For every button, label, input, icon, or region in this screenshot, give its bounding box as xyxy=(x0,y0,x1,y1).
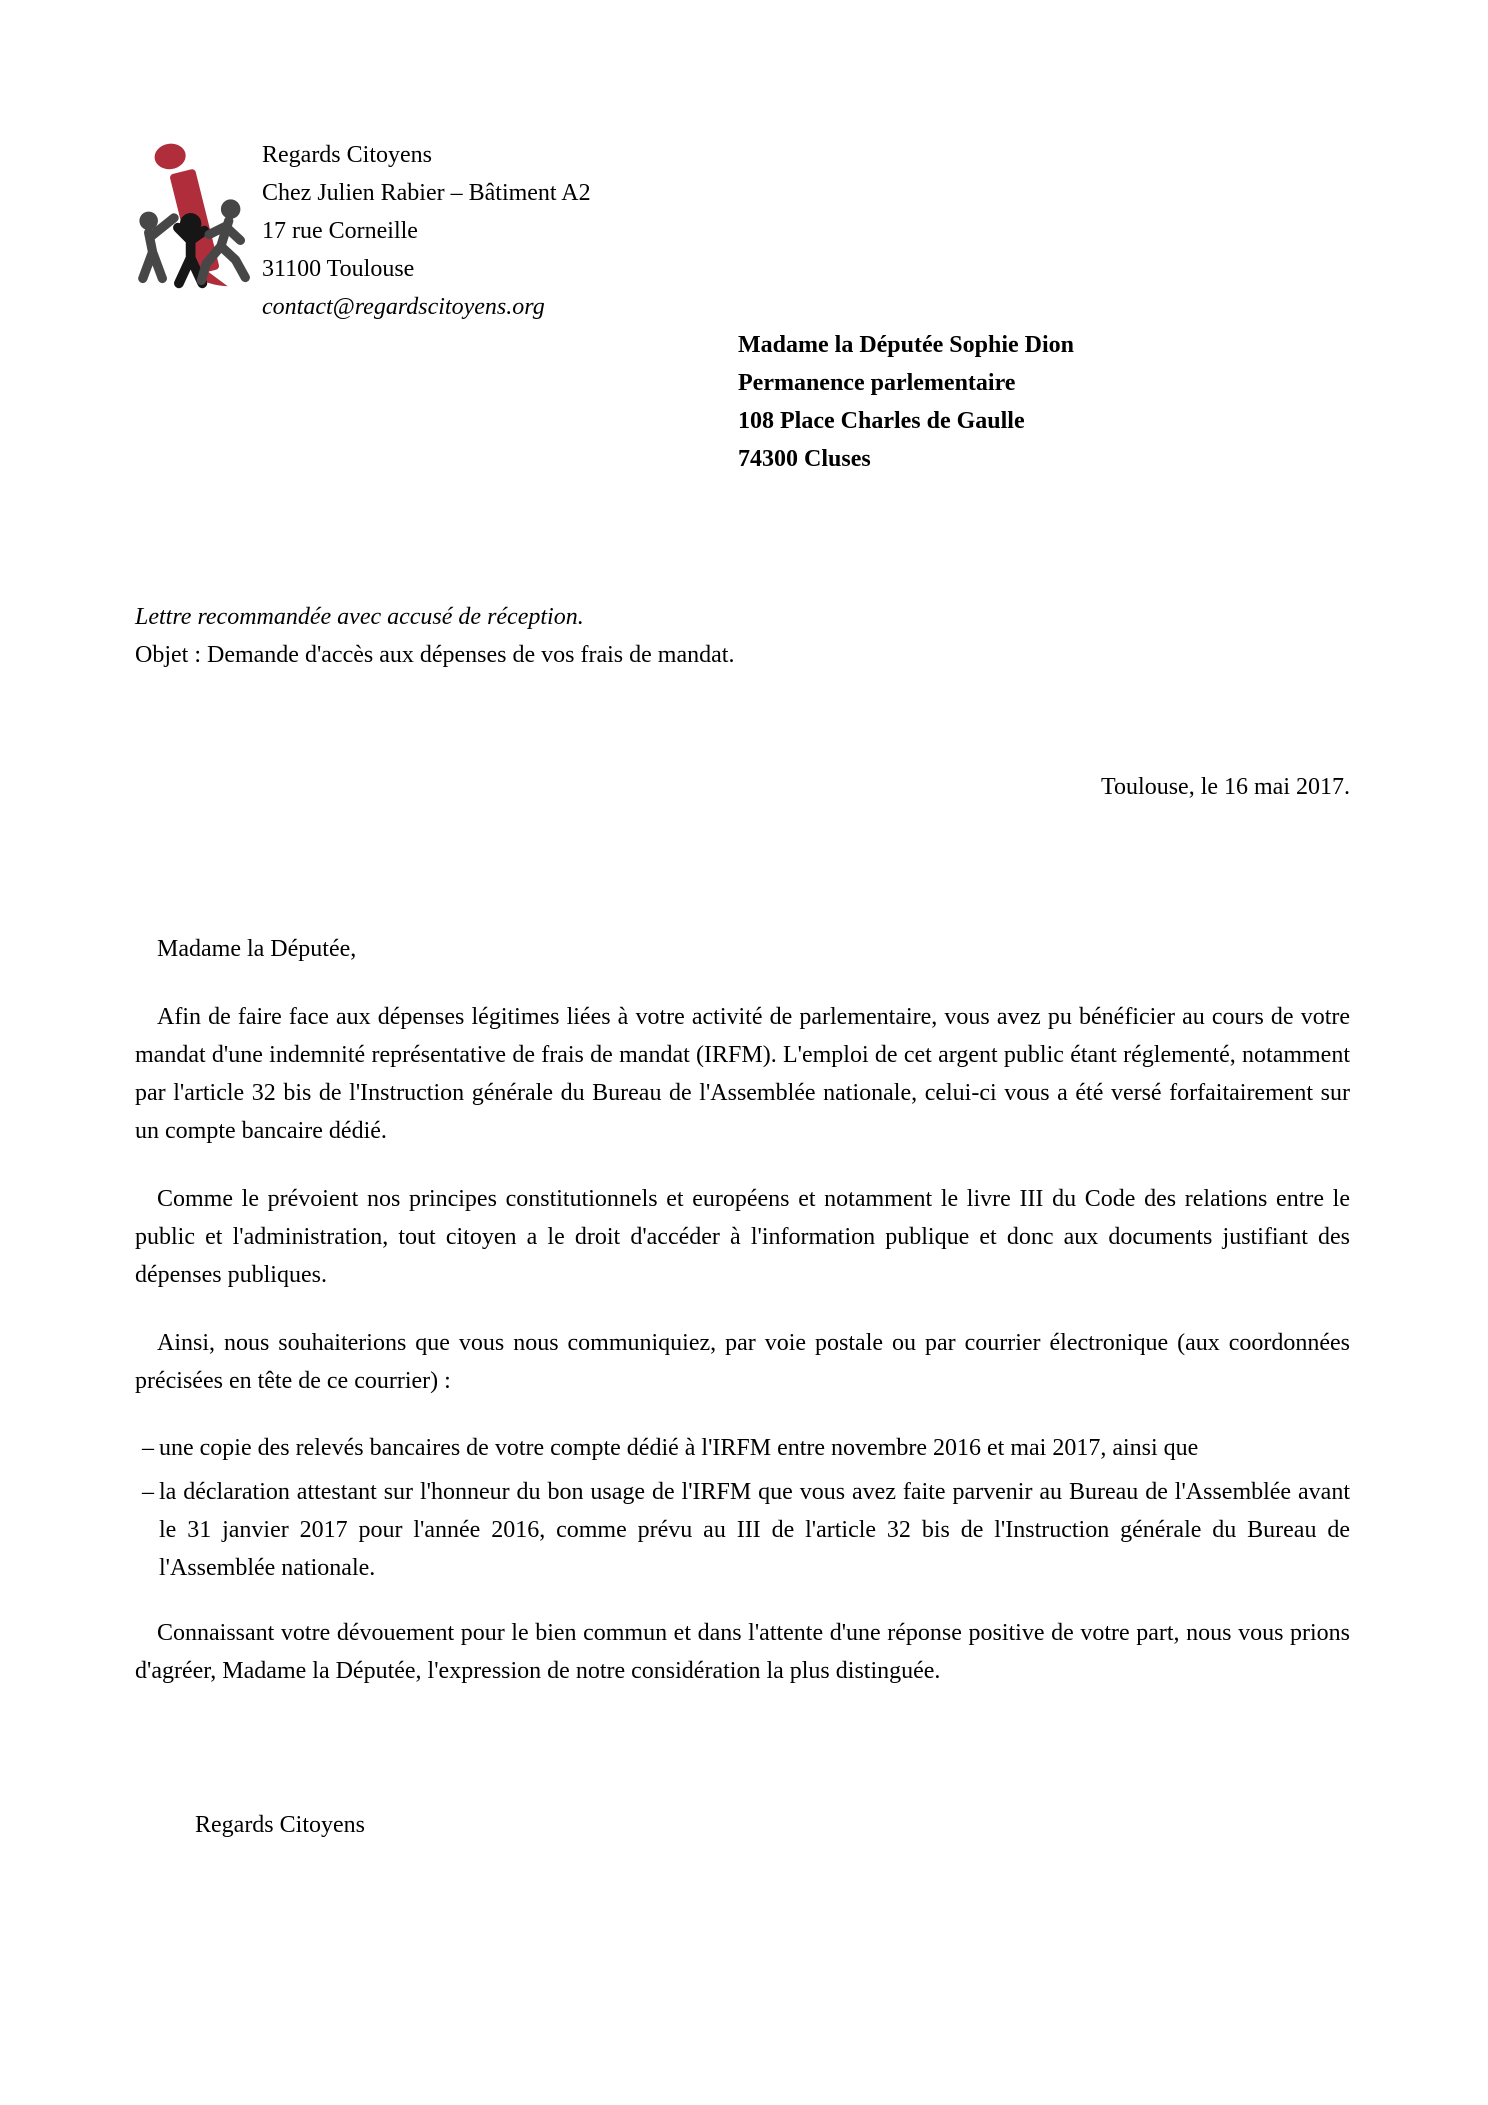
logo-person-right-head xyxy=(221,199,241,219)
sender-address-line: Chez Julien Rabier – Bâtiment A2 xyxy=(262,180,591,206)
recipient-name: Madame la Députée Sophie Dion xyxy=(738,332,1074,358)
salutation: Madame la Députée, xyxy=(157,936,357,962)
registered-mail-notice: Lettre recommandée avec accusé de réception. xyxy=(135,604,584,630)
request-item-bank-statements xyxy=(142,1429,1350,1467)
logo-i-dot xyxy=(153,142,187,171)
recipient-street: 108 Place Charles de Gaulle xyxy=(738,408,1025,434)
sender-name: Regards Citoyens xyxy=(262,142,432,168)
dash-bullet: – xyxy=(142,1479,154,1505)
request-item-text: une copie des relevés bancaires de votre compte dédié à l'IRFM entre novembre 2016 et mai 2017, ainsi que xyxy=(159,1435,1199,1461)
paragraph-request: Ainsi, nous souhaiterions que vous nous communiquiez, par voie postale ou par courrier électronique (aux coordonnées précisées en tête de ce courrier) : xyxy=(135,1330,1350,1394)
letterhead xyxy=(135,0,1350,326)
dash-bullet: – xyxy=(142,1435,154,1461)
paragraph-irfm-intro: Afin de faire face aux dépenses légitimes liées à votre activité de parlementaire, vous avez pu bénéficier au cours de votre mandat d'une indemnité représentative de frais de mandat (IRFM). L'emploi de cet argent public étant réglementé, notamment par l'article 32 bis de l'Instruction générale du Bureau de l'Assemblée nationale, celui-ci vous a été versé forfaitairement sur un compte bancaire dédié. xyxy=(135,1004,1350,1144)
logo-icon xyxy=(135,140,257,290)
sender-email: contact@regardscitoyens.org xyxy=(262,294,545,320)
sender-address xyxy=(262,136,591,326)
paragraph-right-of-access: Comme le prévoient nos principes constitutionnels et européens et notamment le livre III du Code des relations entre le public et l'administration, tout citoyen a le droit d'accéder à l'information publique et donc aux documents justifiant des dépenses publiques. xyxy=(135,1186,1350,1288)
request-item-declaration xyxy=(142,1473,1350,1587)
dateline: Toulouse, le 16 mai 2017. xyxy=(1101,774,1350,800)
subject-line: Objet : Demande d'accès aux dépenses de vos frais de mandat. xyxy=(135,642,735,668)
sender-city: 31100 Toulouse xyxy=(262,256,415,282)
recipient-office: Permanence parlementaire xyxy=(738,370,1016,396)
sender-street: 17 rue Corneille xyxy=(262,218,418,244)
signature: Regards Citoyens xyxy=(195,1812,365,1838)
request-item-text: la déclaration attestant sur l'honneur du bon usage de l'IRFM que vous avez faite parvenir au Bureau de l'Assemblée avant le 31 janvier 2017 pour l'année 2016, comme prévu au III de l'article 32 bis de l'Instruction générale du Bureau de l'Assemblée nationale. xyxy=(159,1479,1350,1581)
recipient-address xyxy=(738,326,1350,478)
regards-citoyens-logo xyxy=(135,136,262,290)
recipient-city: 74300 Cluses xyxy=(738,446,871,472)
request-list xyxy=(135,1429,1350,1587)
closing-paragraph: Connaissant votre dévouement pour le bien commun et dans l'attente d'une réponse positive de votre part, nous vous prions d'agréer, Madame la Députée, l'expression de notre considération la plus distinguée. xyxy=(135,1620,1350,1684)
